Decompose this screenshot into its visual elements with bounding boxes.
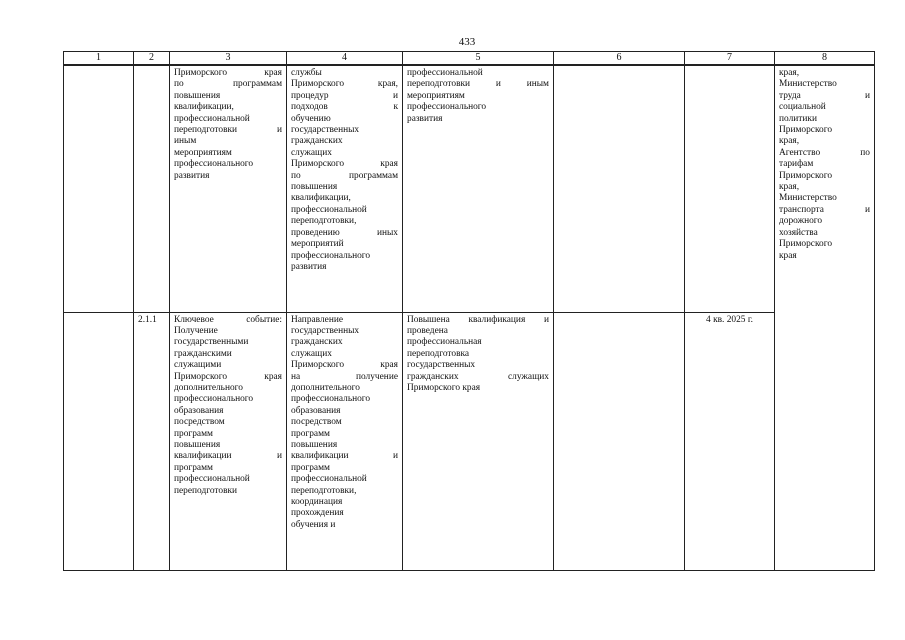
cell-text-line: Приморского xyxy=(779,125,833,136)
responsible-column-cell xyxy=(775,65,875,570)
row1-col2 xyxy=(134,65,170,312)
cell-text-line: профессиональной xyxy=(174,474,250,485)
cell-text-line: профессионального xyxy=(174,159,254,170)
cell-text-line: гражданских служащих xyxy=(407,371,549,382)
column-header-1: 1 xyxy=(64,52,134,66)
row1-col5 xyxy=(403,65,554,312)
cell-text-line: Получение xyxy=(174,325,218,336)
cell-text-line: Приморского края xyxy=(291,159,398,170)
cell-text-line: переподготовки xyxy=(174,485,238,496)
table-row xyxy=(64,312,875,570)
cell-text-line: программ xyxy=(291,428,330,439)
cell-text-line: профессиональной xyxy=(291,474,367,485)
cell-text-line: дополнительного xyxy=(291,382,360,393)
cell-text-line: квалификации, xyxy=(174,102,234,113)
cell-text-line: по программам xyxy=(291,170,398,181)
cell-text-line: повышения xyxy=(291,182,338,193)
column-header-2: 2 xyxy=(134,52,170,66)
cell-text-line: квалификации и xyxy=(291,451,398,462)
cell-text-line: труда и xyxy=(779,90,870,101)
cell-text-line: социальной xyxy=(779,102,826,113)
cell-text-line: на получение xyxy=(291,371,398,382)
cell-text-line: подходов к xyxy=(291,102,398,113)
cell-text-line: гражданских xyxy=(291,337,343,348)
column-header-3: 3 xyxy=(170,52,287,66)
row1-col4 xyxy=(287,65,403,312)
cell-text-line: профессиональной xyxy=(174,113,250,124)
cell-text-line: проведению иных xyxy=(291,227,398,238)
cell-text-line: Приморского края, xyxy=(291,79,398,90)
cell-text-line: профессионального xyxy=(407,102,487,113)
cell-text-line: Агентство по xyxy=(779,147,870,158)
cell-text-line: посредством xyxy=(174,417,225,428)
row1-col1 xyxy=(64,65,134,312)
column-header-7: 7 xyxy=(685,52,775,66)
cell-text-line: обучению xyxy=(291,113,331,124)
cell-text-line: Ключевое событие: xyxy=(174,314,282,325)
column-header-4: 4 xyxy=(287,52,403,66)
cell-text-line: края xyxy=(779,250,797,261)
cell-text-line: дополнительного xyxy=(174,382,243,393)
cell-text-line: Приморского xyxy=(779,239,833,250)
cell-text-line: образования xyxy=(291,405,341,416)
cell-text-line: профессионального xyxy=(291,250,371,261)
cell-text-line: государственных xyxy=(291,325,360,336)
column-header-5: 5 xyxy=(403,52,554,66)
cell-text-line: профессиональной xyxy=(407,68,483,78)
cell-text-line: государственными xyxy=(174,337,249,348)
column-number-row xyxy=(64,52,875,66)
page-number: 433 xyxy=(458,36,476,48)
cell-text-line: Направление xyxy=(291,314,344,325)
cell-text-line: мероприятиям xyxy=(407,90,465,101)
cell-text-line: переподготовка xyxy=(407,348,470,359)
cell-text-line: гражданских xyxy=(291,136,343,147)
cell-text-line: координация xyxy=(291,497,343,507)
cell-text-line: гражданскими xyxy=(174,348,232,359)
cell-text-line: Приморского края xyxy=(291,360,398,371)
row1-col6 xyxy=(554,65,685,312)
cell-text-line: переподготовки, xyxy=(291,485,357,496)
cell-text-line: профессионального xyxy=(174,394,254,405)
row2-col6 xyxy=(554,312,685,570)
row1-col7 xyxy=(685,65,775,312)
cell-text-line: повышения xyxy=(174,90,221,101)
cell-text-line: службы xyxy=(291,68,322,78)
column-header-8: 8 xyxy=(775,52,875,66)
cell-text-line: повышения xyxy=(291,439,338,450)
cell-text-line: квалификации, xyxy=(291,193,351,204)
cell-text-line: обучения и xyxy=(291,519,336,530)
cell-text-line: мероприятиям xyxy=(174,147,232,158)
cell-text-line: края, xyxy=(779,182,800,193)
cell-text-line: развития xyxy=(291,261,327,272)
cell-text-line: квалификации и xyxy=(174,451,282,462)
cell-text-line: иным xyxy=(174,136,197,147)
row2-item-number: 2.1.1 xyxy=(134,312,170,570)
cell-text-line: переподготовки и иным xyxy=(407,79,549,90)
cell-text-line: профессиональной xyxy=(291,204,367,215)
cell-text-line: повышения xyxy=(174,439,221,450)
cell-text-line: прохождения xyxy=(291,508,344,519)
document-table xyxy=(63,51,875,571)
cell-text-line: Министерство xyxy=(779,79,837,90)
row2-col1 xyxy=(64,312,134,570)
cell-text-line: образования xyxy=(174,405,224,416)
cell-text-line: служащих xyxy=(291,348,332,359)
cell-text-line: служащими xyxy=(174,360,222,371)
cell-text-line: государственных xyxy=(407,360,476,371)
cell-text-line: посредством xyxy=(291,417,342,428)
cell-text-line: служащих xyxy=(291,147,332,158)
cell-text-line: Приморского края xyxy=(174,371,282,382)
cell-text-line: профессионального xyxy=(291,394,371,405)
cell-text-line: политики xyxy=(779,113,817,124)
cell-text-line: дорожного xyxy=(779,216,823,227)
row2-col4 xyxy=(287,312,403,570)
cell-text-line: тарифам xyxy=(779,159,814,170)
cell-text-line: программ xyxy=(174,428,213,439)
table-row xyxy=(64,65,875,312)
cell-text-line: проведена xyxy=(407,325,448,336)
cell-text-line: Повышена квалификация и xyxy=(407,314,549,325)
cell-text-line: Приморского края xyxy=(174,68,282,78)
row2-deadline: 4 кв. 2025 г. xyxy=(685,312,775,570)
cell-text-line: государственных xyxy=(291,125,360,136)
cell-text-line: мероприятий xyxy=(291,239,344,250)
row2-col3 xyxy=(170,312,287,570)
cell-text-line: Министерство xyxy=(779,193,837,204)
row1-col3 xyxy=(170,65,287,312)
cell-text-line: Приморского края xyxy=(407,382,481,393)
cell-text-line: края, xyxy=(779,68,800,78)
cell-text-line: транспорта и xyxy=(779,204,870,215)
column-header-6: 6 xyxy=(554,52,685,66)
cell-text-line: развития xyxy=(174,170,210,181)
cell-text-line: развития xyxy=(407,113,443,124)
cell-text-line: по программам xyxy=(174,79,282,90)
cell-text-line: программ xyxy=(174,462,213,473)
cell-text-line: края, xyxy=(779,136,800,147)
row2-col5 xyxy=(403,312,554,570)
cell-text-line: хозяйства xyxy=(779,227,818,238)
cell-text-line: переподготовки и xyxy=(174,125,282,136)
cell-text-line: программ xyxy=(291,462,330,473)
cell-text-line: профессиональная xyxy=(407,337,482,348)
cell-text-line: процедур и xyxy=(291,90,398,101)
cell-text-line: переподготовки, xyxy=(291,216,357,227)
cell-text-line: Приморского xyxy=(779,170,833,181)
